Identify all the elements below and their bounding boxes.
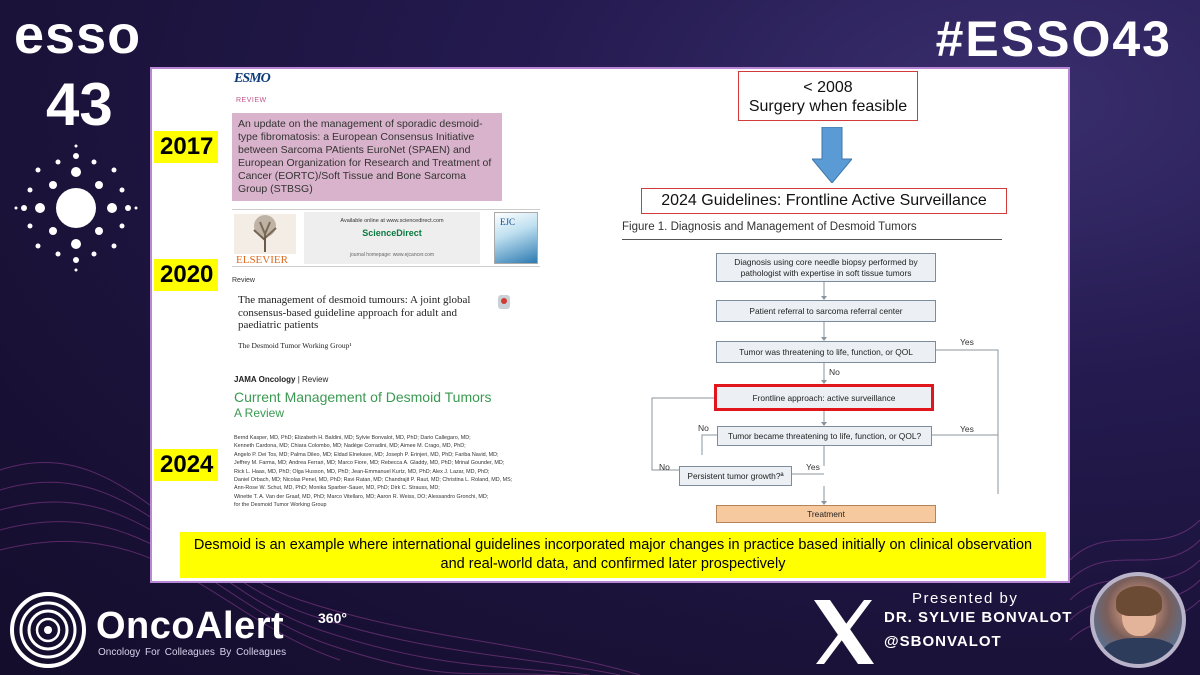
paper-2017-title: An update on the management of sporadic desmoid-type fibromatosis: a European Consensus Initiative between Sarcoma PAtients EuroNet (SPAEN) and European Organization for Research and Treatment of Cancer (EORTC)/Soft Tissue and Bone Sarcoma Group (STBSG)	[232, 113, 502, 201]
author-line: Bernd Kasper, MD, PhD; Elizabeth H. Baldini, MD; Sylvie Bonvalot, MD, PhD; Dario Callegaro, MD;	[234, 435, 471, 441]
esso-brand-number: 43	[46, 71, 113, 138]
author-line: Angelo P. Dei Tos, MD; Palma Dileo, MD; Eldad Elnekave, MD; Joseph P. Erinjeri, MD, PhD; Fariba Navid, MD;	[234, 451, 499, 458]
speaker-avatar	[1090, 572, 1186, 668]
x-logo-icon	[812, 598, 876, 666]
jama-section: Review	[302, 375, 329, 384]
esso-brand-word: esso	[14, 5, 142, 65]
presented-by-label: Presented by	[912, 590, 1019, 607]
guideline-title: 2024 Guidelines: Frontline Active Surveillance	[641, 188, 1007, 214]
oncoalert-tagline: Oncology For Colleagues By Colleagues	[98, 647, 287, 658]
slide-content	[150, 67, 1070, 583]
figure-title: Figure 1. Diagnosis and Management of Desmoid Tumors	[622, 221, 917, 233]
author-line: Jeffrey M. Farma, MD; Andrea Ferrari, MD; Marco Fiore, MD; Rebecca A. Gladdy, MD, PhD; Mrinal Gounder, MD;	[234, 460, 505, 467]
avatar-body	[1102, 638, 1178, 668]
review-section-label: REVIEW	[236, 97, 267, 104]
year-label-2017: 2017	[154, 131, 218, 163]
year-label-2024: 2024	[154, 449, 218, 481]
available-online-text: Available online at www.sciencedirect.com	[340, 218, 444, 224]
oncoalert-brand: OncoAlert	[96, 605, 285, 647]
pre-2008-practice: Surgery when feasible	[748, 98, 908, 115]
flow-threatening-box: Tumor was threatening to life, function, or QOL	[716, 341, 936, 363]
author-line: Winette T. A. Van der Graaf, MD, PhD; Marco Vitellaro, MD; Aaron R. Weiss, DO; Alessandro Gronchi, MD;	[234, 493, 489, 500]
flow-persistent-growth-box: Persistent tumor growth?ª	[679, 466, 792, 486]
author-line: Kenneth Cardona, MD; Chiara Colombo, MD; Nadège Corradini, MD; Aimee M. Crago, MD, PhD;	[234, 443, 466, 450]
author-line: Daniel Orbach, MD; Nicolas Penel, MD, PhD; Ravi Ratan, MD; Chandrajit P. Raut, MD; Christina L. Roland, MD, MS;	[234, 477, 513, 484]
ejc-cover-title: EJC	[500, 217, 516, 227]
flow-referral-box: Patient referral to sarcoma referral center	[716, 300, 936, 322]
paper-2024-subtitle: A Review	[234, 406, 285, 420]
flow-yes-label: Yes	[960, 424, 974, 434]
paper-2020-title: The management of desmoid tumours: A joint global consensus-based guideline approach for adult and paediatric patients	[238, 294, 471, 331]
paper-2024-title: Current Management of Desmoid Tumors	[234, 389, 492, 405]
year-label-2020: 2020	[154, 259, 218, 291]
author-line: Rick L. Haas, MD, PhD; Olga Husson, MD, PhD; Jean-Emmanuel Kurtz, MD, PhD; Alex J. Lazar, MD, PhD;	[234, 468, 490, 475]
author-line: for the Desmoid Tumor Working Group	[234, 502, 327, 509]
jama-journal-name: JAMA Oncology	[234, 375, 296, 384]
speaker-name: DR. SYLVIE BONVALOT	[884, 609, 1073, 626]
esmo-journal-logo: ESMO	[234, 71, 270, 86]
paper-2020-author: The Desmoid Tumor Working Group¹	[238, 341, 352, 350]
oncoalert-superscript: 360°	[318, 610, 347, 626]
flow-yes-label: Yes	[806, 462, 820, 472]
review-2020-label: Review	[232, 277, 255, 284]
flow-diagnosis-box: Diagnosis using core needle biopsy performed by pathologist with expertise in soft tissue tumors	[716, 253, 936, 282]
jama-separator: |	[297, 375, 303, 384]
flow-treatment-box: Treatment	[716, 505, 936, 523]
flow-frontline-surveillance-box: Frontline approach: active surveillance	[714, 384, 934, 411]
author-line: Ann-Rose W. Schut, MD, PhD; Monika Sparber-Sauer, MD, PhD; Dirk C. Strauss, MD;	[234, 485, 440, 492]
flow-no-label: No	[698, 423, 709, 433]
elsevier-publisher-name: ELSEVIER	[236, 254, 288, 266]
esso-star-logo-icon	[8, 140, 144, 276]
flow-became-threatening-box: Tumor became threatening to life, function, or QOL?	[717, 426, 932, 446]
event-hashtag: #ESSO43	[935, 11, 1172, 67]
speaker-handle[interactable]: @SBONVALOT	[884, 633, 1002, 650]
oncoalert-ring-logo-icon	[8, 590, 88, 670]
flow-no-label: No	[659, 462, 670, 472]
conclusion-banner: Desmoid is an example where international guidelines incorporated major changes in practice based initially on clinical observation and real-world data, and confirmed later prospectively	[180, 532, 1046, 578]
pre-2008-year: < 2008	[803, 79, 853, 96]
sciencedirect-name: ScienceDirect	[362, 228, 422, 238]
flow-no-label: No	[829, 367, 840, 377]
journal-homepage-text: journal homepage: www.ejcancer.com	[349, 252, 435, 258]
flow-yes-label: Yes	[960, 337, 974, 347]
avatar-hair	[1116, 586, 1162, 616]
